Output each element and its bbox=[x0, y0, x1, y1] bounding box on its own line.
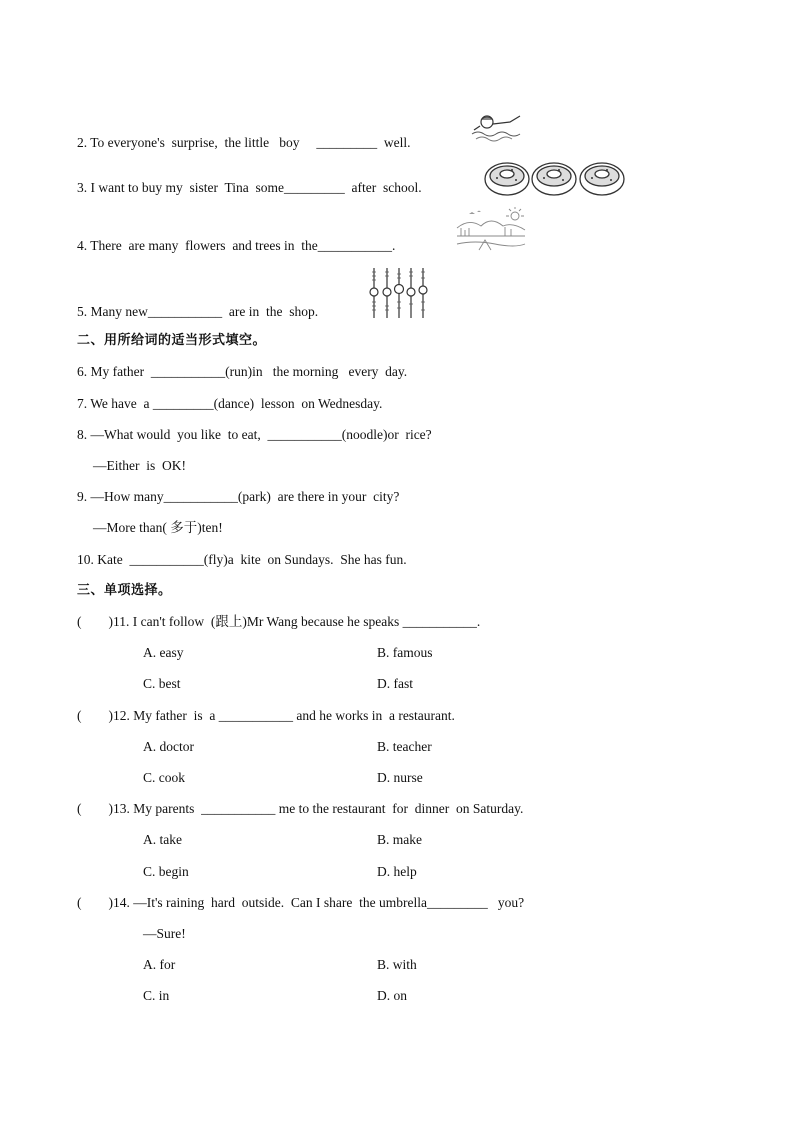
question-11-option-a: A. easy bbox=[143, 645, 184, 660]
question-12-option-d: D. nurse bbox=[377, 770, 423, 785]
donuts-illustration bbox=[484, 160, 626, 198]
question-8: 8. —What would you like to eat, ___________(noodle)or rice? bbox=[77, 427, 432, 442]
question-10: 10. Kate ___________(fly)a kite on Sundays. She has fun. bbox=[77, 552, 407, 567]
question-9-reply: —More than( 多于)ten! bbox=[93, 520, 223, 535]
question-5: 5. Many new___________ are in the shop. bbox=[77, 304, 319, 319]
question-12-option-a: A. doctor bbox=[143, 739, 194, 754]
watches-illustration bbox=[366, 266, 432, 320]
question-14-option-a: A. for bbox=[143, 957, 176, 972]
swimming-boy-illustration bbox=[470, 112, 526, 144]
question-13-option-b: B. make bbox=[377, 832, 422, 847]
park-illustration bbox=[455, 206, 527, 252]
question-3: 3. I want to buy my sister Tina some_________ after school. bbox=[77, 180, 422, 195]
question-6: 6. My father ___________(run)in the morning every day. bbox=[77, 364, 408, 379]
section-3-heading: 三、单项选择。 bbox=[77, 583, 172, 598]
question-14-option-b: B. with bbox=[377, 957, 417, 972]
question-11-option-d: D. fast bbox=[377, 676, 413, 691]
question-11-stem: ( )11. I can't follow (跟上)Mr Wang because he speaks ___________. bbox=[77, 614, 481, 629]
question-12-option-c: C. cook bbox=[143, 770, 185, 785]
question-7: 7. We have a _________(dance) lesson on Wednesday. bbox=[77, 396, 383, 411]
question-12-option-b: B. teacher bbox=[377, 739, 432, 754]
question-11-option-b: B. famous bbox=[377, 645, 433, 660]
question-4: 4. There are many flowers and trees in the___________. bbox=[77, 238, 396, 253]
question-14-option-d: D. on bbox=[377, 988, 407, 1003]
question-14-option-c: C. in bbox=[143, 988, 170, 1003]
question-11-option-c: C. best bbox=[143, 676, 181, 691]
question-13-option-a: A. take bbox=[143, 832, 182, 847]
section-2-heading: 二、用所给词的适当形式填空。 bbox=[77, 333, 267, 348]
question-14-reply: —Sure! bbox=[143, 926, 186, 941]
question-9: 9. —How many___________(park) are there in your city? bbox=[77, 489, 400, 504]
question-2: 2. To everyone's surprise, the little boy _________ well. bbox=[77, 135, 411, 150]
question-14-stem: ( )14. —It's raining hard outside. Can I share the umbrella_________ you? bbox=[77, 895, 525, 910]
question-13-option-d: D. help bbox=[377, 864, 417, 879]
question-8-reply: —Either is OK! bbox=[93, 458, 186, 473]
question-12-stem: ( )12. My father is a ___________ and he works in a restaurant. bbox=[77, 708, 455, 723]
question-13-stem: ( )13. My parents ___________ me to the restaurant for dinner on Saturday. bbox=[77, 801, 524, 816]
question-13-option-c: C. begin bbox=[143, 864, 189, 879]
